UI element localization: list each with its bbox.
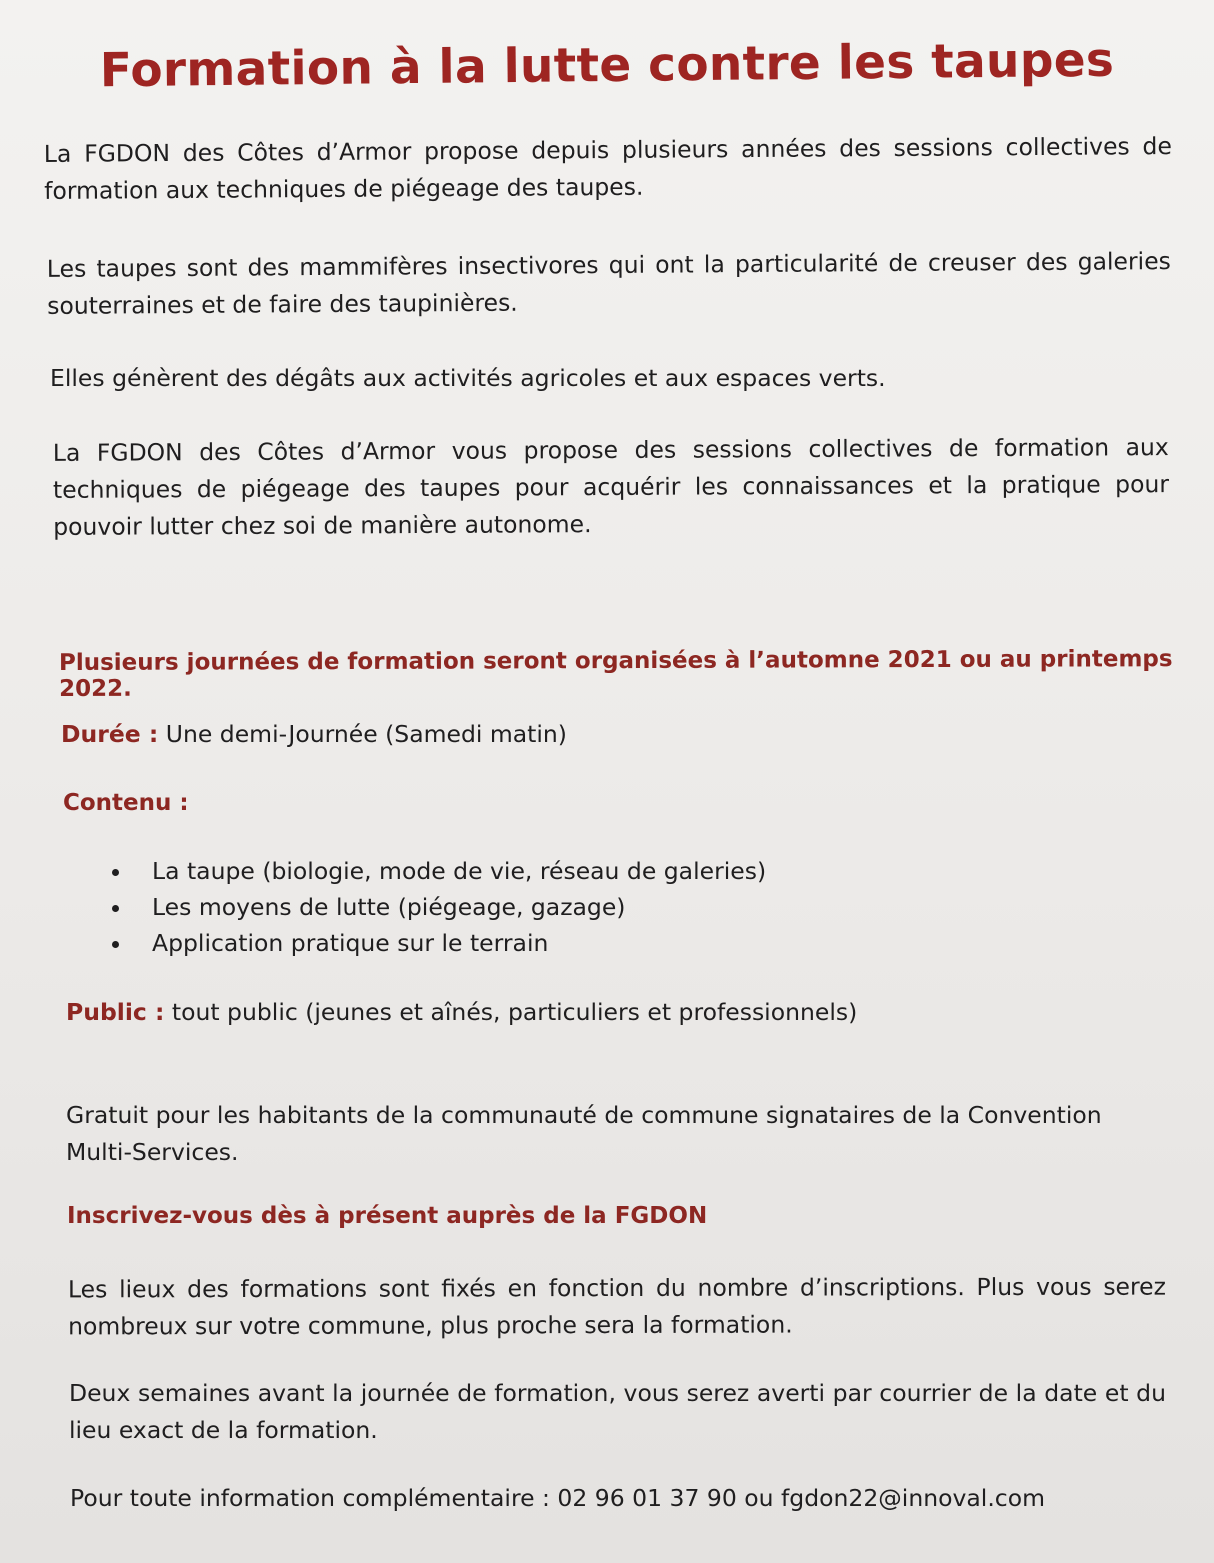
intro-paragraph-3: Elles génèrent des dégâts aux activités agricoles et aux espaces verts.: [50, 364, 886, 392]
bullet-icon: [112, 905, 119, 912]
duration-value: Une demi-Journée (Samedi matin): [165, 720, 567, 748]
register-heading: Inscrivez-vous dès à présent auprès de la FGDON: [67, 1203, 708, 1229]
public-line: [66, 994, 857, 1031]
contact-line: Pour toute information complémentaire : 02 96 01 37 90 ou fgdon22@innoval.com: [70, 1484, 1045, 1512]
duration-line: [61, 716, 567, 753]
intro-paragraph-2: Les taupes sont des mammifères insectivores qui ont la particularité de creuser des galeries souterraines et de faire des taupinières.: [46, 247, 1171, 320]
bullet-icon: [112, 941, 119, 948]
document-title: Formation à la lutte contre les taupes: [99, 32, 1115, 99]
duration-label: Durée :: [61, 720, 159, 748]
list-item: Les moyens de lutte (piégeage, gazage): [110, 889, 766, 925]
public-value: tout public (jeunes et aînés, particuliers et professionnels): [171, 998, 858, 1026]
public-label: Public :: [66, 998, 165, 1026]
free-notice: Gratuit pour les habitants de la communauté de commune signataires de la Convention Multi-Services.: [66, 1101, 1102, 1166]
content-label: Contenu :: [63, 790, 189, 816]
location-note: Les lieux des formations sont fixés en fonction du nombre d’inscriptions. Plus vous serez nombreux sur votre commune, plus proche sera la formation.: [67, 1272, 1166, 1341]
notification-note: Deux semaines avant la journée de formation, vous serez averti par courrier de la date et du lieu exact de la formation.: [69, 1379, 1166, 1444]
intro-paragraph-4: La FGDON des Côtes d’Armor vous propose des sessions collectives de formation aux techniques de piégeage des taupes pour acquérir les connaissances et la pratique pour pouvoir lutter chez soi de manière autonome.: [52, 433, 1170, 541]
content-list: [110, 853, 766, 961]
intro-paragraph-1: La FGDON des Côtes d’Armor propose depuis plusieurs années des sessions collectives de formation aux techniques de piégeage des taupes.: [43, 132, 1172, 205]
announcement-heading: Plusieurs journées de formation seront organisées à l’automne 2021 ou au printemps 2022.: [58, 646, 1173, 703]
list-item: La taupe (biologie, mode de vie, réseau de galeries): [110, 853, 766, 889]
list-item: Application pratique sur le terrain: [110, 925, 766, 961]
bullet-icon: [112, 869, 119, 876]
